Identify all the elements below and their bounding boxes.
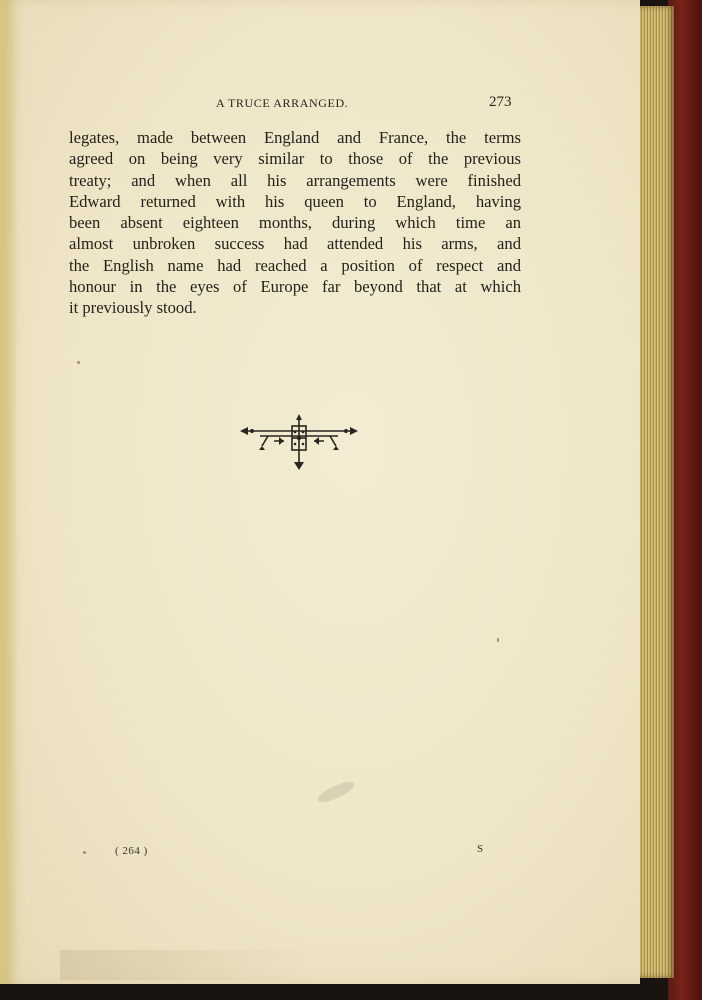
paper-smudge [315, 778, 356, 806]
paper-speck [83, 851, 86, 854]
text-line: treaty; and when all his arrangements were finished [69, 170, 521, 190]
page-number: 273 [489, 94, 512, 110]
text-line: almost unbroken success had attended his arms, and [69, 234, 521, 254]
ornament-icon [238, 412, 360, 472]
signature-mark: S [477, 843, 484, 855]
gutter-shadow [0, 0, 18, 984]
paper-smear [60, 950, 320, 980]
scan-bottom-edge [0, 984, 640, 1000]
running-head [0, 96, 640, 112]
text-line: agreed on being very similar to those of the previous [69, 149, 521, 169]
text-line: been absent eighteen months, during which time an [69, 213, 521, 233]
text-line: Edward returned with his queen to England, having [69, 191, 521, 211]
paper-speck [497, 638, 499, 642]
text-line: legates, made between England and France, the terms [69, 128, 521, 147]
body-paragraph [69, 127, 521, 319]
running-title: A TRUCE ARRANGED. [216, 96, 349, 110]
text-line: it previously stood. [69, 298, 197, 318]
footer-mark: ( 264 ) [115, 845, 148, 857]
text-line: honour in the eyes of Europe far beyond that at which [69, 277, 521, 297]
text-line: the English name had reached a position of respect and [69, 255, 521, 275]
paper-speck [77, 361, 80, 364]
